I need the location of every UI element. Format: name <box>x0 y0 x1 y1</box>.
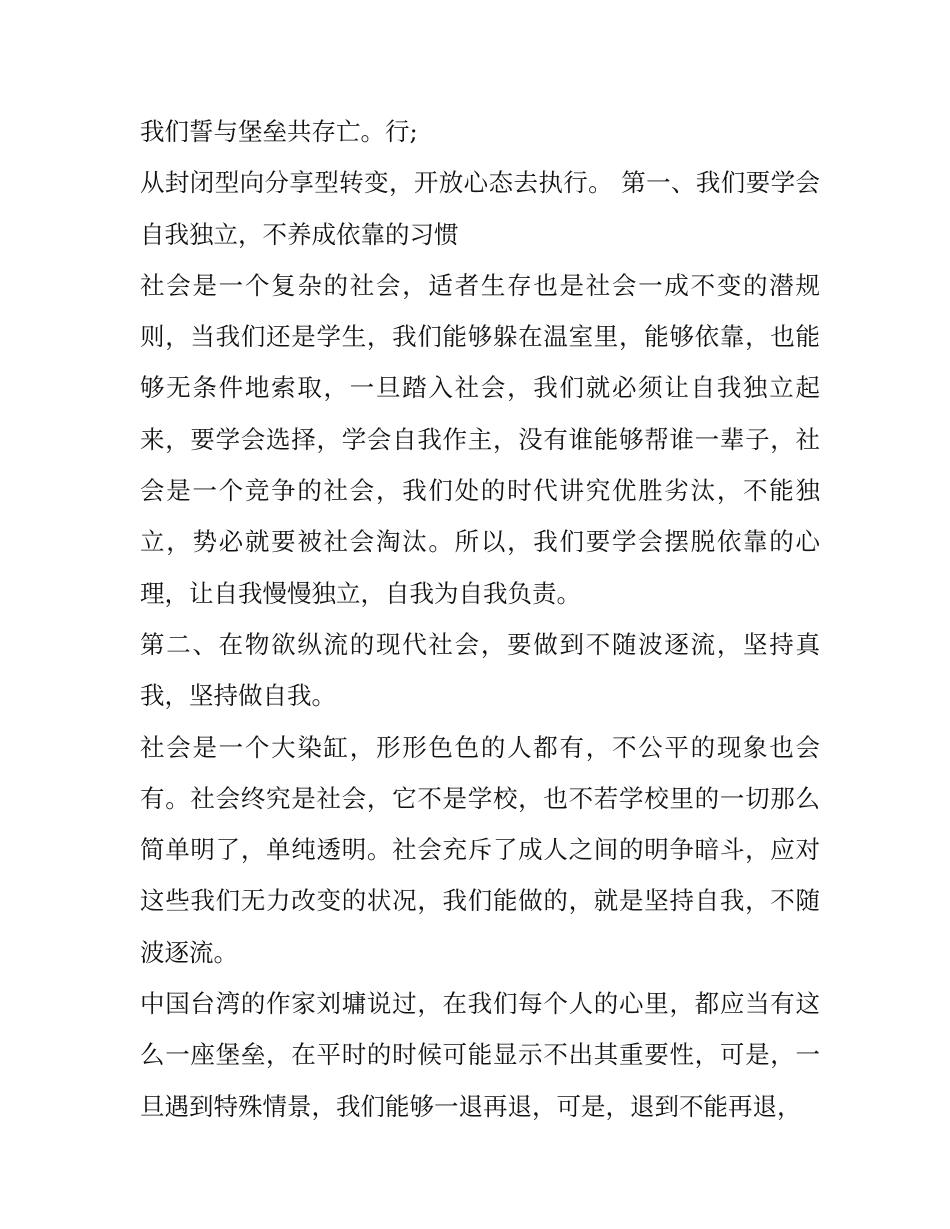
paragraph-4: 第二、在物欲纵流的现代社会，要做到不随波逐流，坚持真我，坚持做自我。 <box>140 629 820 711</box>
paragraph-3: 社会是一个复杂的社会，适者生存也是社会一成不变的潜规则，当我们还是学生，我们能够躲在温室里，能够依靠，也能够无条件地索取，一旦踏入社会，我们就必须让自我独立起来，要学会选择，学会自我作主，没有谁能够帮谁一辈子，社会是一个竞争的社会，我们处的时代讲究优胜劣汰，不能独立，势必就要被社会淘汰。所以，我们要学会摆脱依靠的心理，让自我慢慢独立，自我为自我负责。 <box>140 270 820 608</box>
paragraph-1: 我们誓与堡垒共存亡。行; <box>140 117 418 146</box>
document-body <box>140 106 820 1132</box>
paragraph-5: 社会是一个大染缸，形形色色的人都有，不公平的现象也会有。社会终究是社会，它不是学校，也不若学校里的一切那么简单明了，单纯透明。社会充斥了成人之间的明争暗斗，应对这些我们无力改变的状况，我们能做的，就是坚持自我，不随波逐流。 <box>140 732 820 967</box>
paragraph-6: 中国台湾的作家刘墉说过，在我们每个人的心里，都应当有这么一座堡垒，在平时的时候可能显示不出其重要性，可是，一旦遇到特殊情景，我们能够一退再退，可是，退到不能再退， <box>140 989 820 1121</box>
paragraph-2: 从封闭型向分享型转变，开放心态去执行。 第一、我们要学会自我独立，不养成依靠的习惯 <box>140 168 820 249</box>
